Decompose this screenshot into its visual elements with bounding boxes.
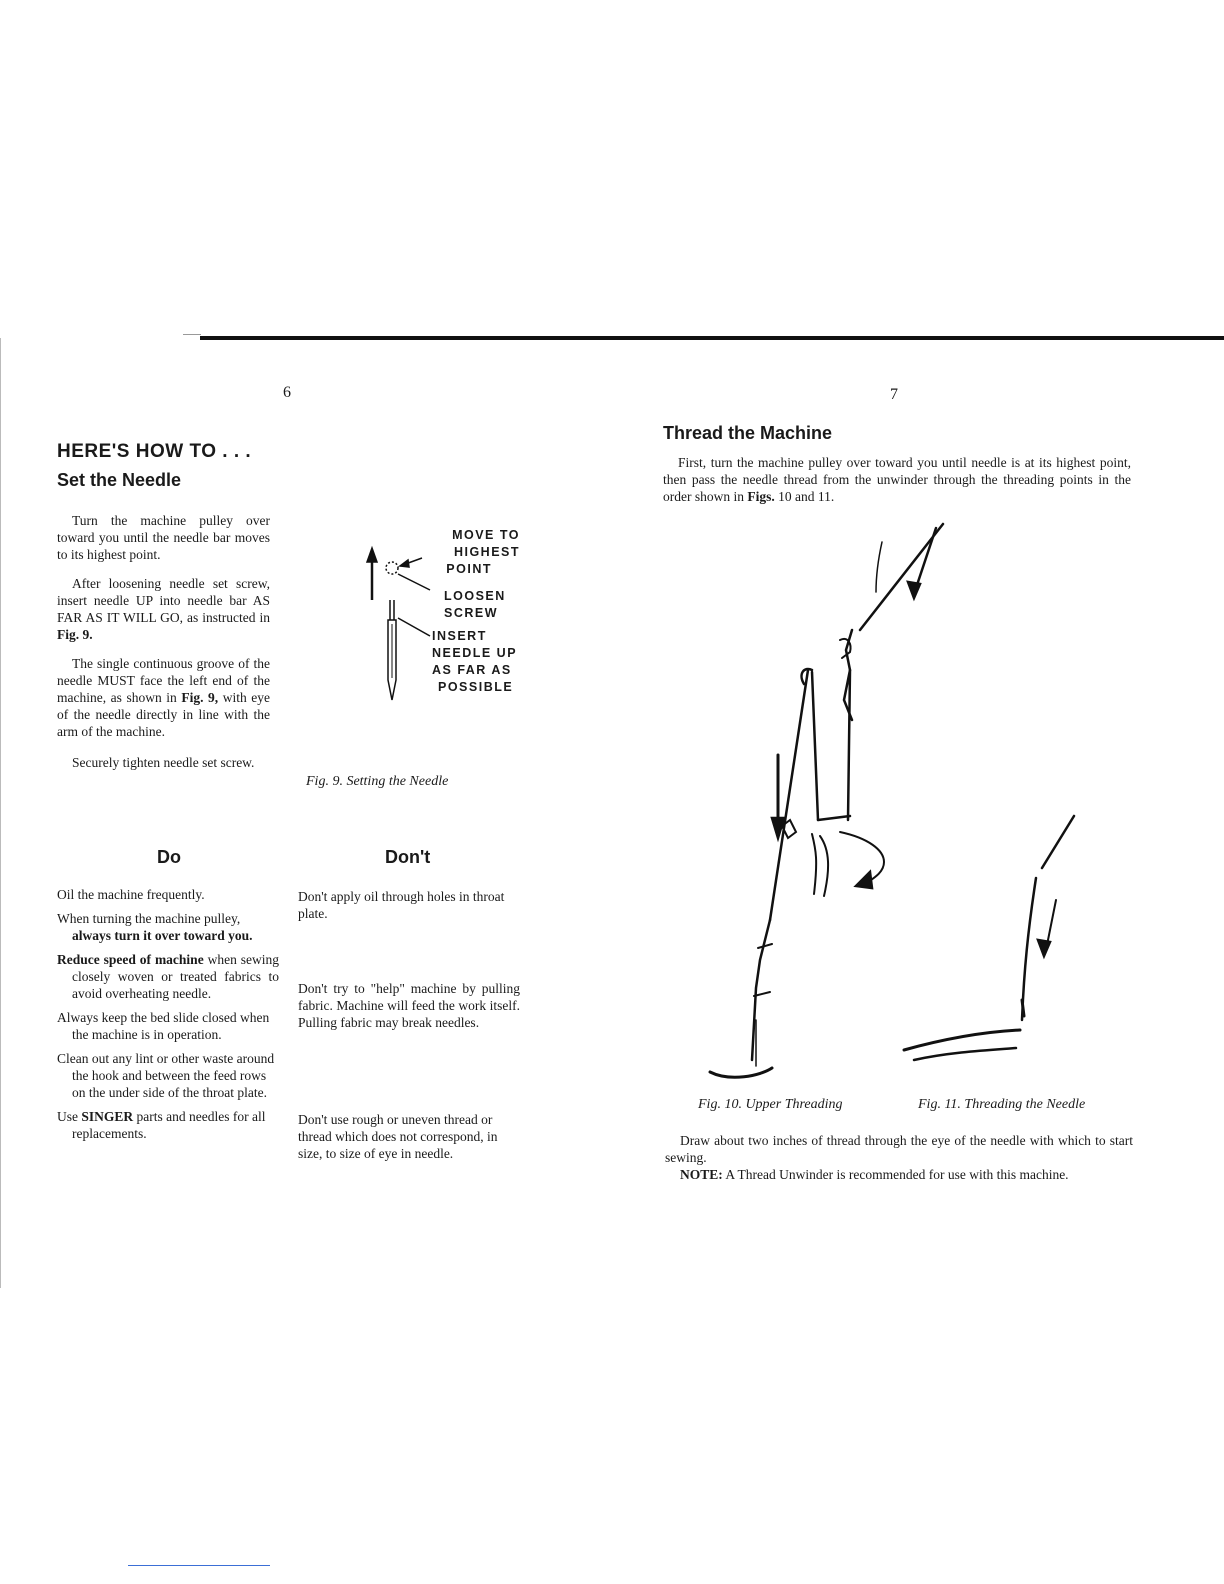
presser-foot — [710, 1068, 772, 1077]
do-heading: Do — [157, 847, 181, 867]
do-item: Oil the machine frequently. — [57, 887, 205, 902]
bottom-underline — [128, 1565, 270, 1566]
page-number-right: 7 — [890, 386, 898, 403]
thread-from-unwinder — [860, 524, 943, 630]
do-item: Reduce speed of machine when sewing closely woven or treated fabrics to avoid overheating needle. — [57, 952, 279, 1001]
up-arrow-head — [367, 548, 377, 562]
needle-bar-thread — [752, 920, 770, 1060]
thread-direction-arrow — [1038, 940, 1050, 956]
top-rule-stub — [183, 334, 201, 335]
do-item: Clean out any lint or other waste around the hook and between the feed rows on the under side of the throat plate. — [57, 1051, 275, 1100]
dont-item: Don't apply oil through holes in throat plate. — [298, 889, 505, 921]
do-item: When turning the machine pulley, always turn it over toward you. — [57, 911, 253, 943]
thread-closing — [665, 1132, 1133, 1183]
insert-leader — [398, 618, 430, 636]
instruction-para-3: The single continuous groove of the needle MUST face the left end of the machine, as shown in Fig. 9, with eye of the needle directly in line with the arm of the machine. — [57, 656, 270, 739]
set-screw-icon — [386, 562, 398, 574]
note-text: NOTE: A Thread Unwinder is recommended for use with this machine. — [680, 1167, 1069, 1182]
thread-direction-arrow — [908, 582, 920, 598]
closing-text: Draw about two inches of thread through the eye of the needle with which to start sewing. — [665, 1133, 1133, 1165]
thread-spool-line — [876, 542, 882, 592]
do-list — [57, 886, 279, 1149]
top-rule — [200, 336, 1224, 340]
loosen-leader — [398, 574, 430, 590]
fig10-caption: Fig. 10. Upper Threading — [698, 1097, 843, 1112]
dont-item: Don't use rough or uneven thread or thread which does not correspond, in size, to size of eye in needle. — [298, 1112, 498, 1161]
fig9-label-loosen: LOOSEN SCREW — [444, 589, 506, 620]
thread-line-top — [1042, 816, 1074, 868]
fig10-upper-threading-illustration — [700, 520, 930, 1090]
fig9-label-insert: INSERT NEEDLE UP AS FAR AS POSSIBLE — [432, 629, 518, 694]
instruction-para-4: Securely tighten needle set screw. — [72, 755, 255, 770]
do-item: Use SINGER parts and needles for all replacements. — [57, 1109, 266, 1141]
rotation-arrow — [840, 832, 884, 882]
fig9-label-move: MOVE TO HIGHEST POINT — [446, 528, 520, 576]
page-left-edge — [0, 338, 1, 1288]
fig11-caption: Fig. 11. Threading the Needle — [918, 1097, 1086, 1112]
set-needle-instructions — [57, 512, 270, 783]
dont-item: Don't try to "help" machine by pulling fabric. Machine will feed the work itself. Pulling fabric may break needles. — [298, 981, 520, 1030]
needle-thread — [1022, 878, 1036, 1020]
dont-heading: Don't — [385, 847, 431, 867]
page-number-left: 6 — [283, 384, 291, 401]
fig11-threading-needle-illustration — [900, 810, 1030, 1070]
thread-intro: First, turn the machine pulley over toward you until needle is at its highest point, then pass the needle thread from the unwinder through the threading points in the order shown in Figs. 10 and 11. — [663, 455, 1131, 504]
instruction-para-2: After loosening needle set screw, insert needle UP into needle bar AS FAR AS IT WILL GO, as instructed in Fig. 9. — [57, 576, 270, 642]
instruction-para-1: Turn the machine pulley over toward you until the needle bar moves to its highest point. — [57, 513, 270, 562]
section-title-thread-machine: Thread the Machine — [663, 423, 833, 443]
section-title-set-needle: Set the Needle — [57, 470, 182, 490]
fig9-caption: Fig. 9. Setting the Needle — [306, 774, 449, 789]
do-item: Always keep the bed slide closed when the machine is in operation. — [57, 1010, 270, 1042]
page-heading: HERE'S HOW TO . . . — [57, 441, 252, 462]
thread-tail — [904, 1030, 1020, 1050]
